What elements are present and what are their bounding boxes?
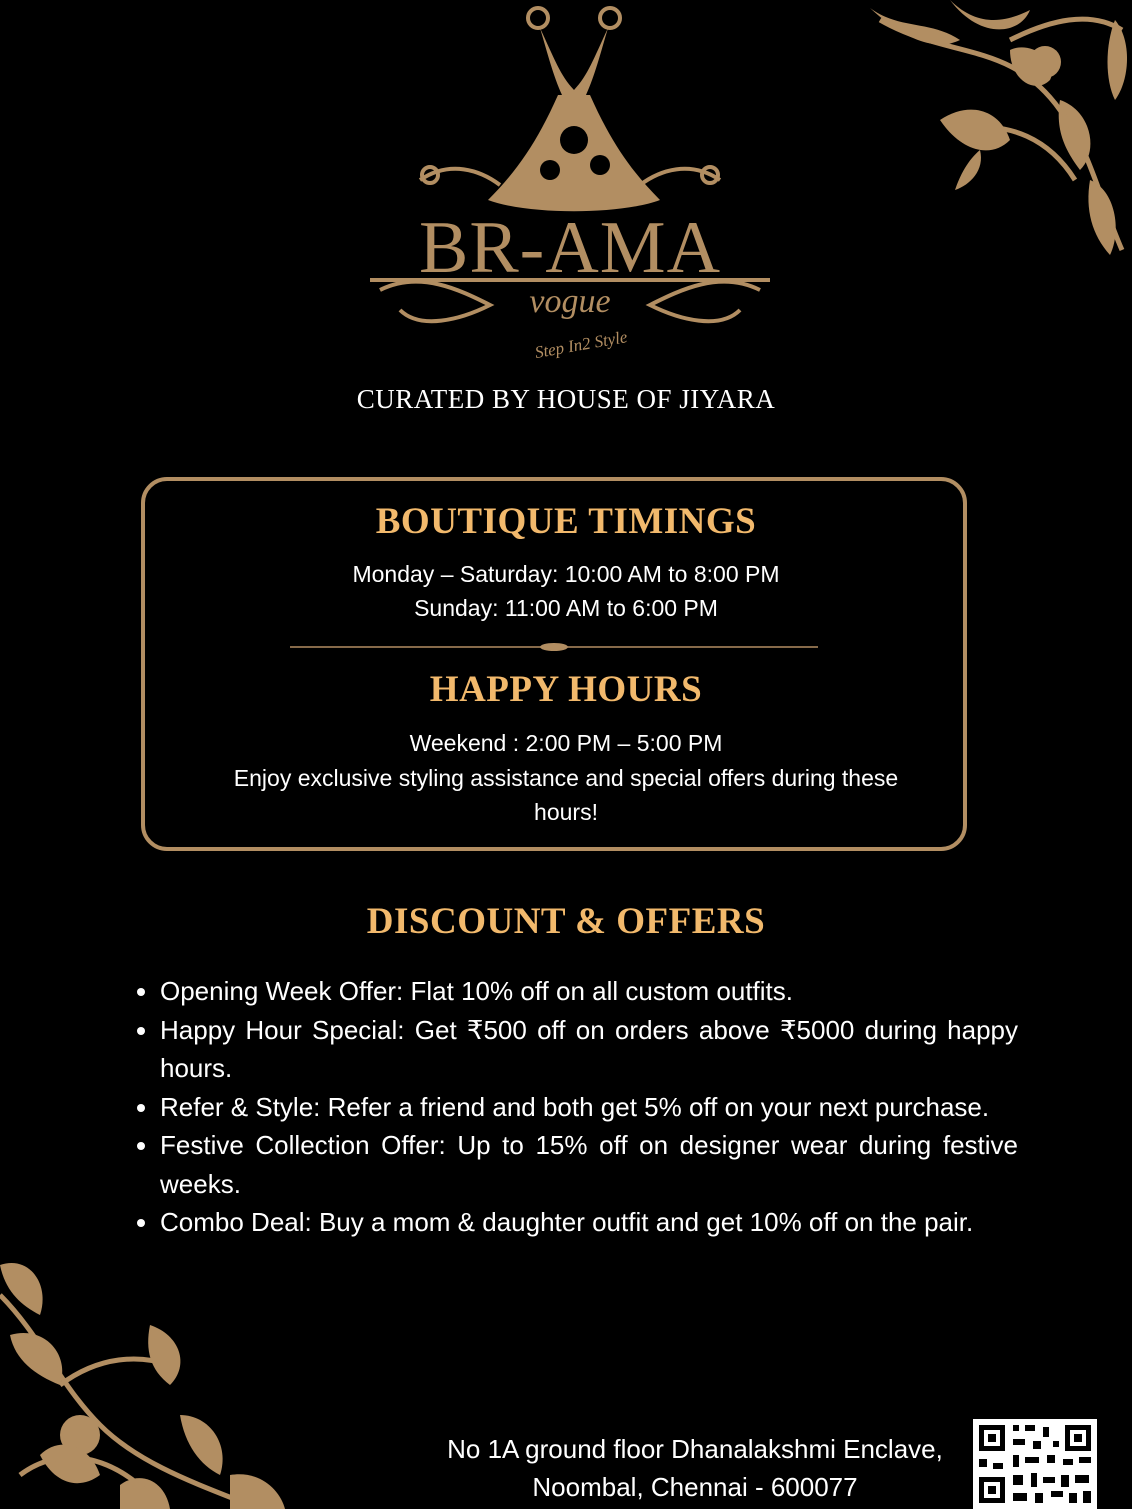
brand-logo [360,0,780,370]
brand-name: BR-AMA [418,207,722,289]
floral-ornament-bottom-left-icon [0,1245,290,1509]
address-line2: Noombal, Chennai - 600077 [532,1472,858,1502]
address-line1: No 1A ground floor Dhanalakshmi Enclave, [447,1434,943,1464]
list-item: Happy Hour Special: Get ₹500 off on orders above ₹5000 during happy hours. [160,1011,1018,1088]
floral-ornament-top-right-icon [860,0,1132,262]
list-item: Combo Deal: Buy a mom & daughter outfit and get 10% off on the pair. [160,1203,1018,1242]
sunday-hours: Sunday: 11:00 AM to 6:00 PM [414,595,718,621]
weekday-hours: Monday – Saturday: 10:00 AM to 8:00 PM [352,561,780,587]
qr-code-icon [973,1419,1097,1509]
boutique-timings-title: BOUTIQUE TIMINGS [375,501,757,542]
offers-list [160,972,1018,1242]
ornament-divider [290,640,818,654]
list-item: Opening Week Offer: Flat 10% off on all custom outfits. [160,972,1018,1011]
list-item: Refer & Style: Refer a friend and both get 5% off on your next purchase. [160,1088,1018,1127]
curated-by-line: CURATED BY HOUSE OF JIYARA [356,384,776,414]
brand-subname: vogue [529,283,611,320]
address [420,1430,970,1506]
dress-logo-icon [488,8,660,211]
happy-hours-note-line2: hours! [534,799,598,825]
happy-hours-note-line1: Enjoy exclusive styling assistance and special offers during these [233,765,899,791]
happy-hours-title: HAPPY HOURS [429,669,703,710]
weekend-hours: Weekend : 2:00 PM – 5:00 PM [409,730,723,756]
discount-offers-title: DISCOUNT & OFFERS [366,901,766,942]
list-item: Festive Collection Offer: Up to 15% off on designer wear during festive weeks. [160,1126,1018,1203]
brand-tagline: Step In2 Style [533,327,629,363]
